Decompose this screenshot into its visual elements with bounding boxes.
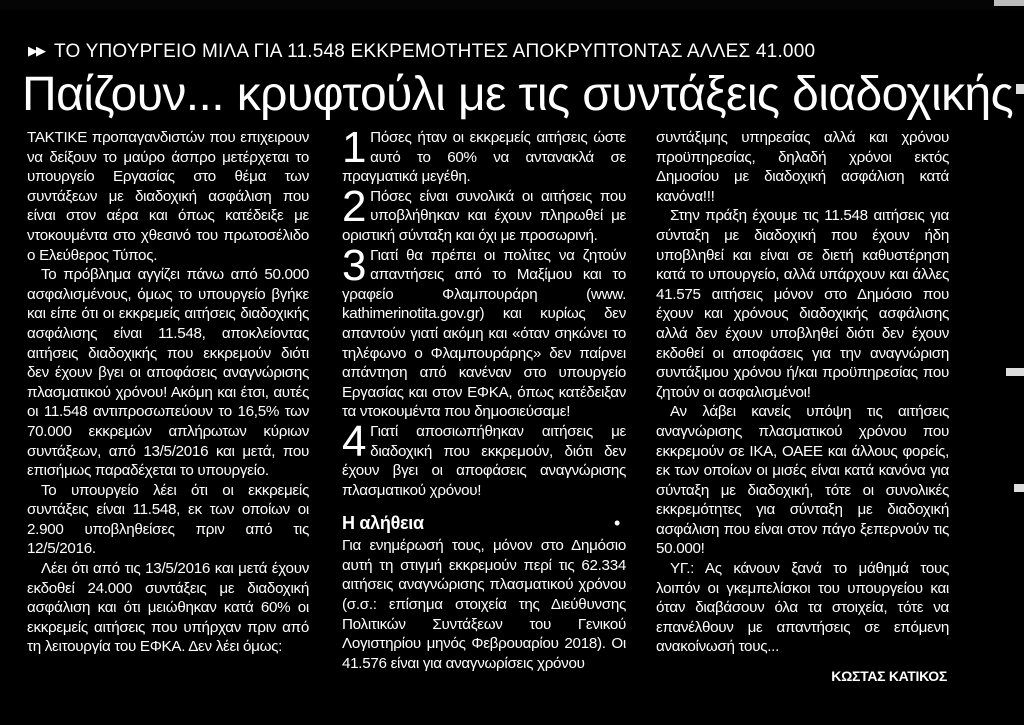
kicker-text: ΤΟ ΥΠΟΥΡΓΕΙΟ ΜΙΛΑ ΓΙΑ 11.548 ΕΚΚΡΕΜΟΤΗΤΕΣ ΑΠΟΚΡΥΠΤΟΝΤΑΣ ΑΛΛΕΣ 41.000	[54, 41, 816, 62]
top-border	[0, 0, 1024, 10]
edge-mark	[1006, 368, 1024, 376]
paragraph: ΤΑΚΤΙΚΕ προπαγανδιστών που επιχειρουν να δείξουν το μαύρο άσπρο μετέρχεται το υπουργείο Εργασίας στο θέμα των συντάξεων με διαδοχική ασφάλιση που είναι στον αέρα και όπως κατέδειξε με ντοκουμέντα στο χθεσινό του πρωτοσέλιδο ο Ελεύθερος Τύπος.	[27, 129, 309, 264]
paragraph: Αν λάβει κανείς υπόψη τις αιτήσεις αναγνώρισης πλασματικού χρόνου που εκκρεμούν σε ΙΚΑ, ΟΑΕΕ και άλλους φορείς, εκ των οποίων οι μισές είναι κατά κανόνα για σύνταξη με διαδοχική, τότε οι συνολικές εκκρεμότητες για σύνταξη με διαδοχική ασφάλιση που είναι στον πάγο ξεπερνούν τις 50.000!	[656, 403, 949, 558]
question-number: 3	[342, 240, 367, 290]
paragraph: ΥΓ.: Ας κάνουν ξανά το μάθημά τους λοιπόν οι γκεμπελίσκοι του υπουργείου και όταν διαβάσουν όλα τα στοιχεία, τότε να επανέλθουν με απαντήσεις σε επόμενη ανακοίνωσή τους...	[656, 560, 949, 656]
question-text: Πόσες ήταν οι εκκρεμείς αιτήσεις ώστε αυτό το 60% να αντανακλά σε πραγματικά μεγέθη.	[342, 129, 626, 186]
article-column-3	[656, 128, 949, 687]
edge-mark	[1014, 484, 1024, 492]
double-right-arrow-icon: ▶▶	[28, 43, 44, 58]
paragraph: Για ενημέρωσή τους, μόνον στο Δημόσιο αυτή τη στιγμή εκκρεμούν περί τις 62.334 αιτήσεις αναγνώρισης πλασματικού χρόνου (σ.σ.: επίσημα στοιχεία της Διεύθυνσης Πολιτικών Συντάξεων του Γενικού Λογιστηρίου μηνός Φεβρουαρίου 2018). Οι 41.576 είναι για αναγνωρίσεις χρόνου	[342, 537, 626, 672]
top-edge-strip	[994, 0, 1024, 6]
question-3	[342, 240, 626, 422]
question-text: Πόσες είναι συνολικά οι αιτήσεις που υποβλήθηκαν και έχουν πληρωθεί με οριστική σύνταξη και όχι με προσωρινή.	[342, 187, 626, 244]
subheading-mark: •	[613, 513, 620, 534]
author-byline: ΚΩΣΤΑΣ ΚΑΤΙΚΟΣ	[831, 668, 947, 685]
question-text: Γιατί αποσιωπήθηκαν αιτήσεις με διαδοχική που εκκρεμούν, διότι δεν έχουν βγει οι αποφάσεις αναγνώρισης πλασματικού χρόνου!	[342, 422, 626, 499]
question-2	[342, 181, 626, 246]
edge-mark	[1016, 84, 1024, 94]
paragraph: Το υπουργείο λέει ότι οι εκκρεμείς συντάξεις είναι 11.548, εκ των οποίων οι 2.900 υποβληθείσες πριν από τις 12/5/2016.	[27, 481, 309, 558]
paragraph: συντάξιμης υπηρεσίας αλλά και χρόνου προϋπηρεσίας, δηλαδή χρόνοι εκτός Δημοσίου με διαδοχική ασφάλιση κατά κανόνα!!!	[656, 129, 949, 205]
question-number: 1	[342, 123, 367, 172]
article-column-2	[342, 123, 626, 673]
question-number: 4	[342, 416, 367, 466]
paragraph: Στην πράξη έχουμε τις 11.548 αιτήσεις για σύνταξη με διαδοχική που έχουν ήδη υποβληθεί και είναι σε διετή καθυστέρηση κατά το υπουργείο, αλλά υπάρχουν και άλλες 41.575 αιτήσεις μόνον στο Δημόσιο που έχουν και χρόνους διαδοχικής ασφάλισης αλλά δεν έχουν υποβληθεί διότι δεν έχουν εκδοθεί οι αποφάσεις για την αναγνώριση συντάξιμου χρόνου ή/και προϋπηρεσίας που ζητούν οι ασφαλισμένοι!	[656, 207, 949, 401]
paragraph: Λέει ότι από τις 13/5/2016 και μετά έχουν εκδοθεί 24.000 συντάξεις με διαδοχική ασφάλιση και ότι μειώθηκαν κατά 60% οι εκκρεμείς αιτήσεις που υπήρχαν πριν από τη λειτουργία του ΕΦΚΑ. Δεν λέει όμως:	[27, 560, 309, 656]
subheading-text: Η αλήθεια	[342, 513, 424, 534]
kicker	[28, 40, 815, 63]
question-number: 2	[342, 181, 367, 231]
paragraph: Το πρόβλημα αγγίζει πάνω από 50.000 ασφαλισμένους, όμως το υπουργείο βγήκε και είπε ότι οι εκκρεμείς αιτήσεις διαδοχικής ασφάλισης είναι 11.548, αποκλείοντας αιτήσεις διαδοχικής που εκκρεμούν διότι δεν έχουν βγει οι αποφάσεις αναγνώρισης πλασματικού χρόνου! Ακόμη και έτσι, αυτές οι 11.548 αντιπροσωπεύουν το 16,5% των 70.000 εκκρεμών απλήρωτων κύριων συντάξεων, από 13/5/2016 και μετά, που επισήμως παραδέχεται το υπουργείο.	[27, 266, 309, 480]
question-1	[342, 123, 626, 187]
headline: Παίζουν... κρυφτούλι με τις συντάξεις διαδοχικής	[22, 68, 1014, 121]
article-column-1	[27, 128, 309, 657]
subheading	[342, 512, 626, 534]
question-4	[342, 416, 626, 500]
question-text: Γιατί θα πρέπει οι πολίτες να ζητούν απαντήσεις από το Μαξίμου και το γραφείο Φλαμπουράρη (www. kathimerinotita.gov.gr) και κυρίως δεν απαντούν γιατί ακόμη και «όταν σηκώνει το τηλέφωνο ο Φλαμπουράρης» δεν παίρνει απάντηση από κανέναν στο υπουργείο Εργασίας και στον ΕΦΚΑ, όπως κατέδειξαν τα ντοκουμέντα που δημοσιεύσαμε!	[342, 246, 626, 421]
